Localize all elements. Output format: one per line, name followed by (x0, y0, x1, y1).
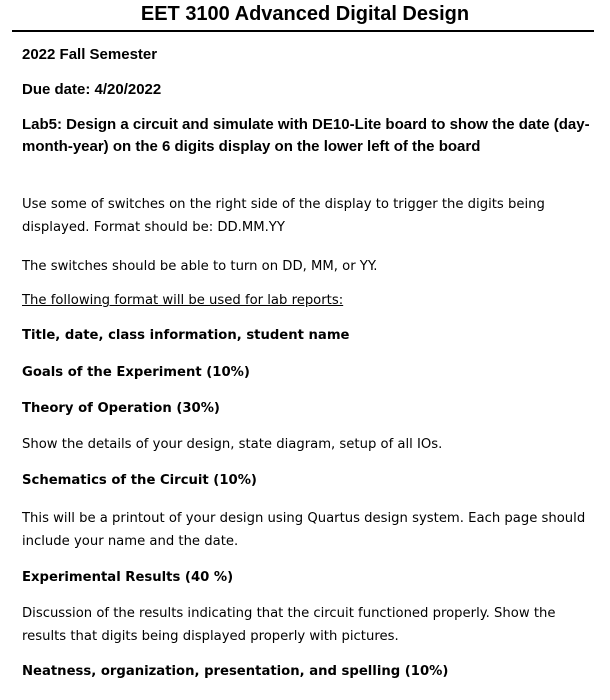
section-neatness: Neatness, organization, presentation, and spelling (10%) (22, 664, 449, 679)
theory-description: Show the details of your design, state diagram, setup of all IOs. (22, 437, 443, 452)
section-theory: Theory of Operation (30%) (22, 401, 220, 416)
schematics-description: This will be a printout of your design using Quartus design system. Each page should include your name and the date. (22, 511, 586, 549)
report-format-note: The following format will be used for lab reports: (22, 293, 344, 308)
results-description: Discussion of the results indicating that the circuit functioned properly. Show the results that digits being displayed properly with pictures. (22, 606, 556, 644)
title-divider (12, 30, 594, 32)
document-title: EET 3100 Advanced Digital Design (140, 3, 470, 25)
section-goals: Goals of the Experiment (10%) (22, 365, 250, 380)
switches-instruction: Use some of switches on the right side of the display to trigger the digits being displayed. Format should be: DD.MM.YY (22, 197, 545, 235)
switches-toggle-instruction: The switches should be able to turn on DD, MM, or YY. (22, 259, 378, 274)
due-date: Due date: 4/20/2022 (22, 81, 162, 98)
lab-heading: Lab5: Design a circuit and simulate with DE10-Lite board to show the date (day-month-year) on the 6 digits display on the lower left of the board (22, 116, 590, 155)
section-schematics: Schematics of the Circuit (10%) (22, 473, 257, 488)
section-results: Experimental Results (40 %) (22, 570, 234, 585)
semester-label: 2022 Fall Semester (22, 46, 158, 63)
section-title-info: Title, date, class information, student name (22, 328, 350, 343)
